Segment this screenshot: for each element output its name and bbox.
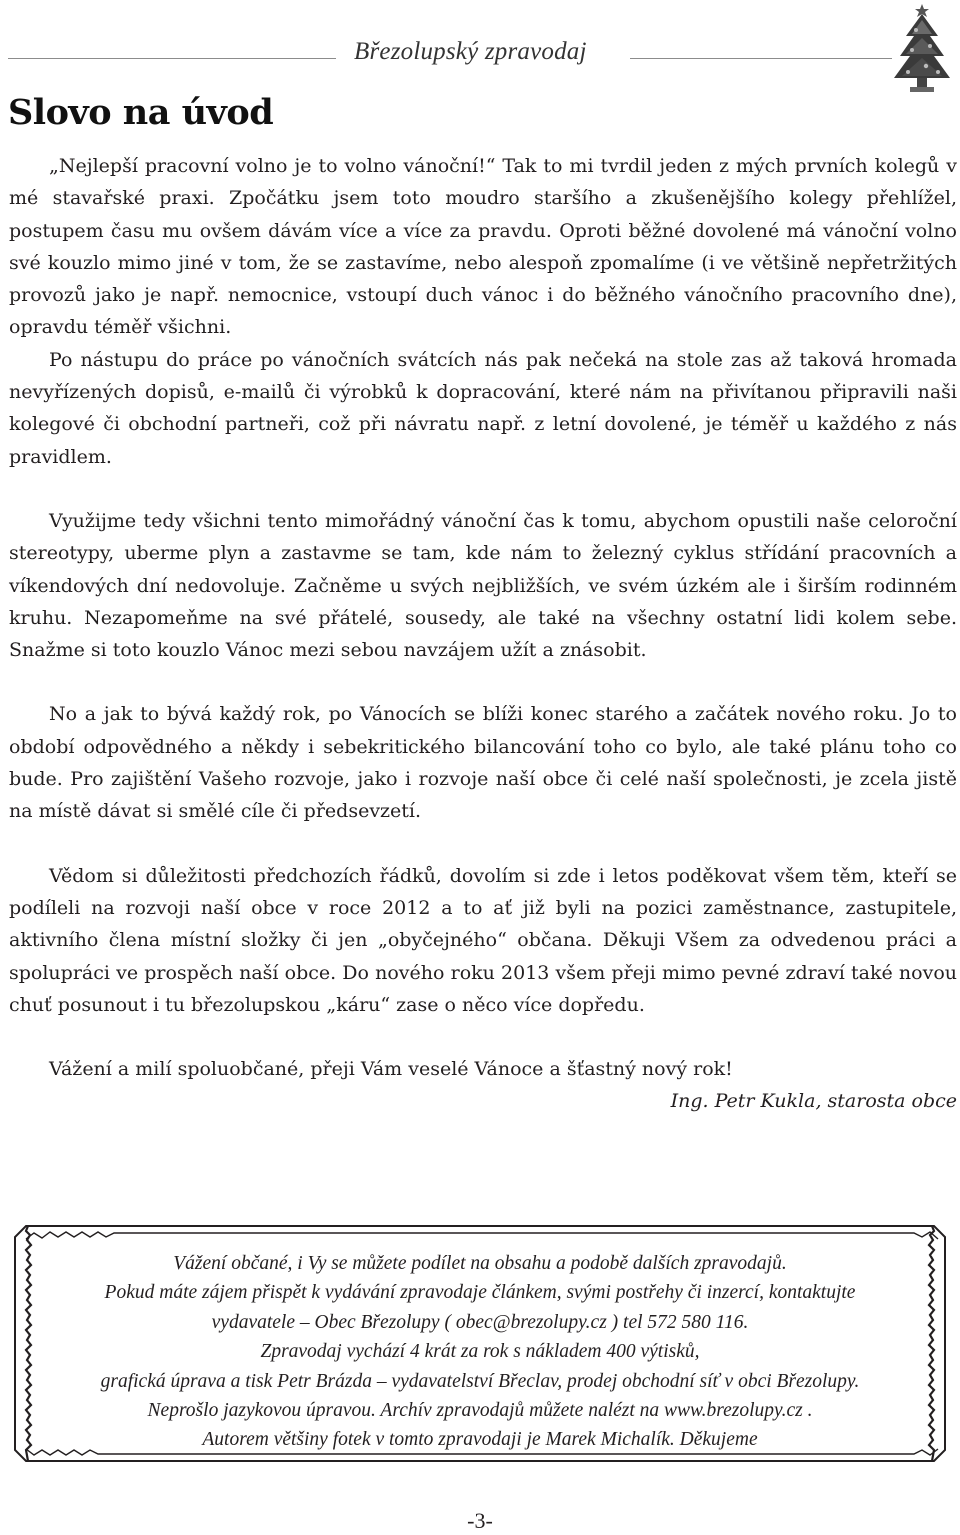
article-body [9, 150, 957, 1118]
notice-line: Neprošlo jazykovou úpravou. Archív zpravodajů můžete nalézt na www.brezolupy.cz . [147, 1400, 813, 1422]
notice-line: Autorem většiny fotek v tomto zpravodaji je Marek Michalík. Děkujeme [202, 1429, 758, 1451]
notice-line: Pokud máte zájem přispět k vydávání zpravodaje článkem, svými postřehy či inzercí, kontaktujte [104, 1282, 856, 1304]
paragraph-5: Vědom si důležitosti předchozích řádků, dovolím si zde i letos poděkovat všem těm, kteří se podíleli na rozvoji naší obce v roce 2012 a to ať již byli na pozici zaměstnance, zastupitele, aktivního člena místní složky či jen „obyčejného“ občana. Děkuji Všem za odvedenou práci a spolupráci ve prospěch naší obce. Do nového roku 2013 všem přeji mimo pevné zdraví také novou chuť posunout i tu březolupskou „káru“ zase o něco více dopředu. [9, 864, 957, 1016]
signature: Ing. Petr Kukla, starosta obce [670, 1090, 957, 1113]
page-number: -3- [467, 1508, 493, 1533]
notice-line: Vážení občané, i Vy se můžete podílet na obsahu a podobě dalších zpravodajů. [173, 1253, 787, 1274]
paragraph-2: Po nástupu do práce po vánočních svátcích nás pak nečeká na stole zas až taková hromada nevyřízených dopisů, e-mailů či výrobků k dopracování, které nám na přivítanou připravili naši kolegové či obchodní partneři, což při návratu např. z letní dovolené, je téměř u každého z nás pravidlem. [9, 348, 957, 468]
notice-line: grafická úprava a tisk Petr Brázda – vydavatelství Břeclav, prodej obchodní síť v obci Březolupy. [100, 1370, 860, 1392]
closing-greeting: Vážení a milí spoluobčané, přeji Vám veselé Vánoce a šťastný nový rok! [49, 1058, 733, 1081]
paragraph-1: „Nejlepší pracovní volno je to volno vánoční!“ Tak to mi tvrdil jeden z mých prvních kolegů v mé stavařské praxi. Zpočátku jsem toto moudro staršího a zkušenějšího kolegy přehlížel, postupem času mu ovšem dávám více a více za pravdu. Oproti běžné dovolené má vánoční volno své kouzlo mimo jiné v tom, že se zastavíme, nebo alespoň zpomalíme (i ve většině nepřetržitých provozů jako je např. nemocnice, vstoupí duch vánoc i do běžného vánočního pracovního dne), opravdu téměř všichni. [9, 155, 957, 339]
christmas-tree-icon [886, 2, 958, 94]
notice-line: Zpravodaj vychází 4 krát za rok s nákladem 400 výtisků, [260, 1341, 700, 1363]
article-title: Slovo na úvod [8, 92, 274, 133]
publisher-notice-box [14, 1225, 946, 1462]
notice-line: vydavatele – Obec Březolupy ( obec@brezolupy.cz ) tel 572 580 116. [211, 1311, 749, 1333]
paragraph-3: Využijme tedy všichni tento mimořádný vánoční čas k tomu, abychom opustili naše celoroční stereotypy, uberme plyn a zastavme se tam, kde nám to železný cyklus střídání pracovních a víkendových dní nedovoluje. Začněme u svých nejbližších, ve svém úzkém ale i širším rodinném kruhu. Nezapomeňme na své přátelé, sousedy, ale také na všechny ostatní lidi kolem sebe. Snažme si toto kouzlo Vánoc mezi sebou navzájem užít a znásobit. [9, 509, 957, 662]
publication-name: Březolupský zpravodaj [354, 38, 587, 65]
notice-text [14, 1249, 946, 1455]
header-rule-left [8, 58, 336, 59]
header-rule-right [630, 58, 892, 59]
paragraph-4: No a jak to bývá každý rok, po Vánocích se blíži konec starého a začátek nového roku. Jo to období odpovědného a někdy i sebekritického bilancování toho co bylo, ale také plánu toho co bude. Pro zajištění Vašeho rozvoje, jako i rozvoje naší obce či celé naší společnosti, je zcela jistě na místě dávat si smělé cíle či předsevzetí. [9, 703, 957, 823]
